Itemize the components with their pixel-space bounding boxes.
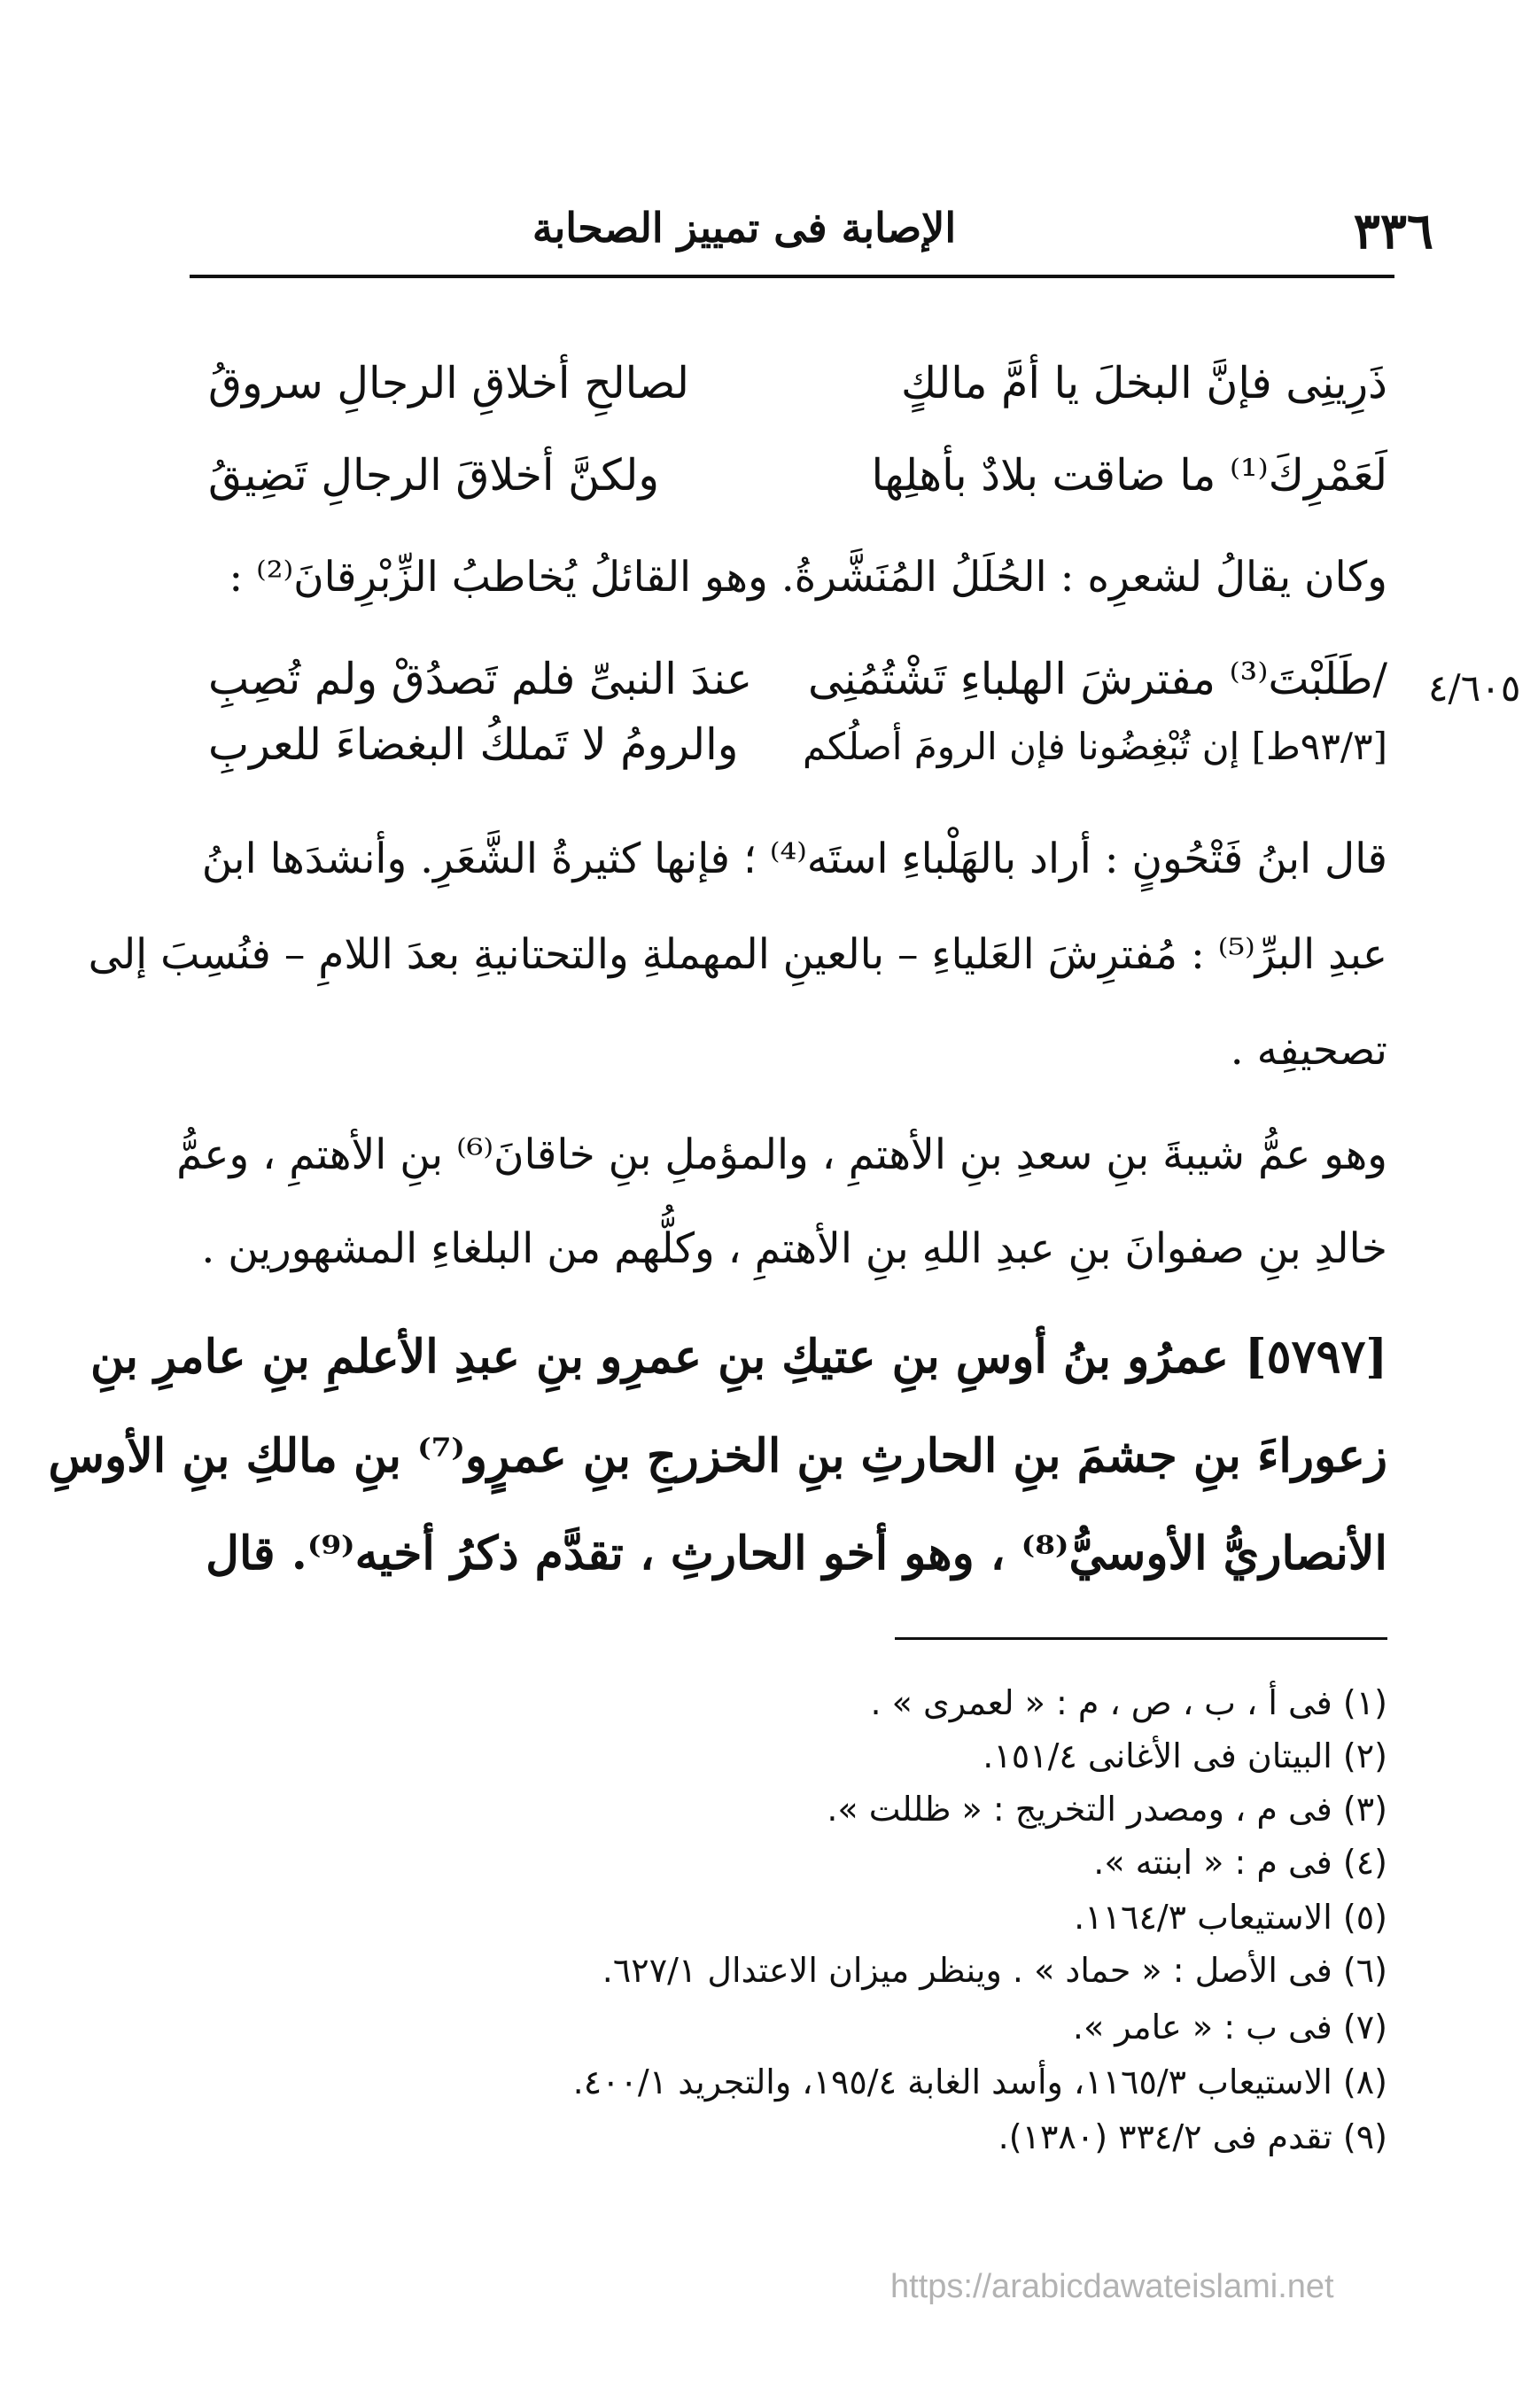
paragraph1-line3: تصحيفِه . [1230, 1026, 1387, 1075]
footnote-7: (٧) فى ب : « عامر ». [1072, 2008, 1387, 2047]
entry-line1: [٥٧٩٧] عمرُو بنُ أوسِ بنِ عتيكِ بنِ عمرِو بنِ عبدِ الأعلمِ بنِ عامرِ بنِ [89, 1330, 1387, 1384]
header-rule [190, 275, 1394, 278]
poem2-verse1-right: /طَلَبْتَ⁽³⁾ مفترشَ الهلباءِ تَشْتُمُنِى [808, 654, 1387, 704]
footnote-4: (٤) فى م : « ابنته ». [1093, 1843, 1387, 1882]
footnote-3: (٣) فى م ، ومصدر التخريج : « ظللت ». [827, 1790, 1387, 1829]
footnote-6: (٦) فى الأصل : « حماد » . وينظر ميزان الاعتدال ٦٢٧/١. [602, 1951, 1387, 1990]
entry-line2: زعوراءَ بنِ جشمَ بنِ الحارثِ بنِ الخزرجِ بنِ عمرٍو⁽⁷⁾ بنِ مالكِ بنِ الأوسِ [48, 1429, 1387, 1483]
paragraph2-line1: وهو عمُّ شيبةَ بنِ سعدِ بنِ الأهتمِ ، والمؤملِ بنِ خاقانَ⁽⁶⁾ بنِ الأهتمِ ، وعمُّ [176, 1130, 1387, 1179]
poem1-verse1-right: ذَرِينِى فإنَّ البخلَ يا أمَّ مالكٍ [901, 358, 1387, 408]
entry-line3: الأنصاريُّ الأوسيُّ⁽⁸⁾ ، وهو أخو الحارثِ ، تقدَّم ذكرُ أخيه⁽⁹⁾. قال [206, 1526, 1387, 1581]
poem2-verse1-left: عندَ النبىِّ فلم تَصدُقْ ولم تُصِبِ [208, 654, 753, 704]
footnote-9: (٩) تقدم فى ٣٣٤/٢ (١٣٨٠). [998, 2117, 1387, 2156]
footnote-2: (٢) البيتان فى الأغانى ١٥١/٤. [983, 1736, 1387, 1775]
paragraph2-line2: خالدِ بنِ صفوانَ بنِ عبدِ اللهِ بنِ الأهتمِ ، وكلُّهم من البلغاءِ المشهورين . [201, 1224, 1387, 1273]
poem1-verse1-left: لصالحِ أخلاقِ الرجالِ سروقُ [208, 358, 689, 408]
poem1-verse2-left: ولكنَّ أخلاقَ الرجالِ تَضِيقُ [208, 450, 660, 501]
poem2-verse2-right: [٩٣/٣ط] إن تُبْغِضُونا فإن الرومَ أصلُكم [803, 725, 1387, 768]
poem2-verse2-left: والرومُ لا تَملكُ البغضاءَ للعربِ [208, 719, 739, 770]
watermark-url: https://arabicdawateislami.net [890, 2268, 1334, 2305]
page-number: ٣٣٦ [1353, 202, 1433, 260]
paragraph1-line2: عبدِ البرِّ⁽⁵⁾ : مُفترِشَ العَلياءِ – بالعينِ المهملةِ والتحتانيةِ بعدَ اللامِ – فنُسِبَ إلى [88, 930, 1387, 979]
margin-reference: ٤/٦٠٥ [1428, 666, 1521, 710]
footnote-rule [895, 1637, 1387, 1640]
paragraph1-line1: قال ابنُ فَتْحُونٍ : أراد بالهَلْباءِ استَه⁽⁴⁾ ؛ فإنها كثيرةُ الشَّعَرِ. وأنشدَها ابنُ [201, 835, 1387, 883]
running-title: الإصابة فى تمييز الصحابة [532, 204, 957, 252]
footnote-1: (١) فى أ ، ب ، ص ، م : « لعمرى » . [870, 1683, 1387, 1722]
intro-line: وكان يقالُ لشعرِه : الحُلَلُ المُنَشَّرةُ. وهو القائلُ يُخاطبُ الزِّبْرِقانَ⁽²⁾ : [229, 553, 1387, 602]
footnote-5: (٥) الاستيعاب ١١٦٤/٣. [1074, 1898, 1387, 1937]
footnote-8: (٨) الاستيعاب ١١٦٥/٣، وأسد الغابة ١٩٥/٤، والتجريد ٤٠٠/١. [572, 2062, 1387, 2101]
poem1-verse2-right: لَعَمْرِكَ⁽¹⁾ ما ضاقت بلادٌ بأهلِها [871, 450, 1387, 501]
